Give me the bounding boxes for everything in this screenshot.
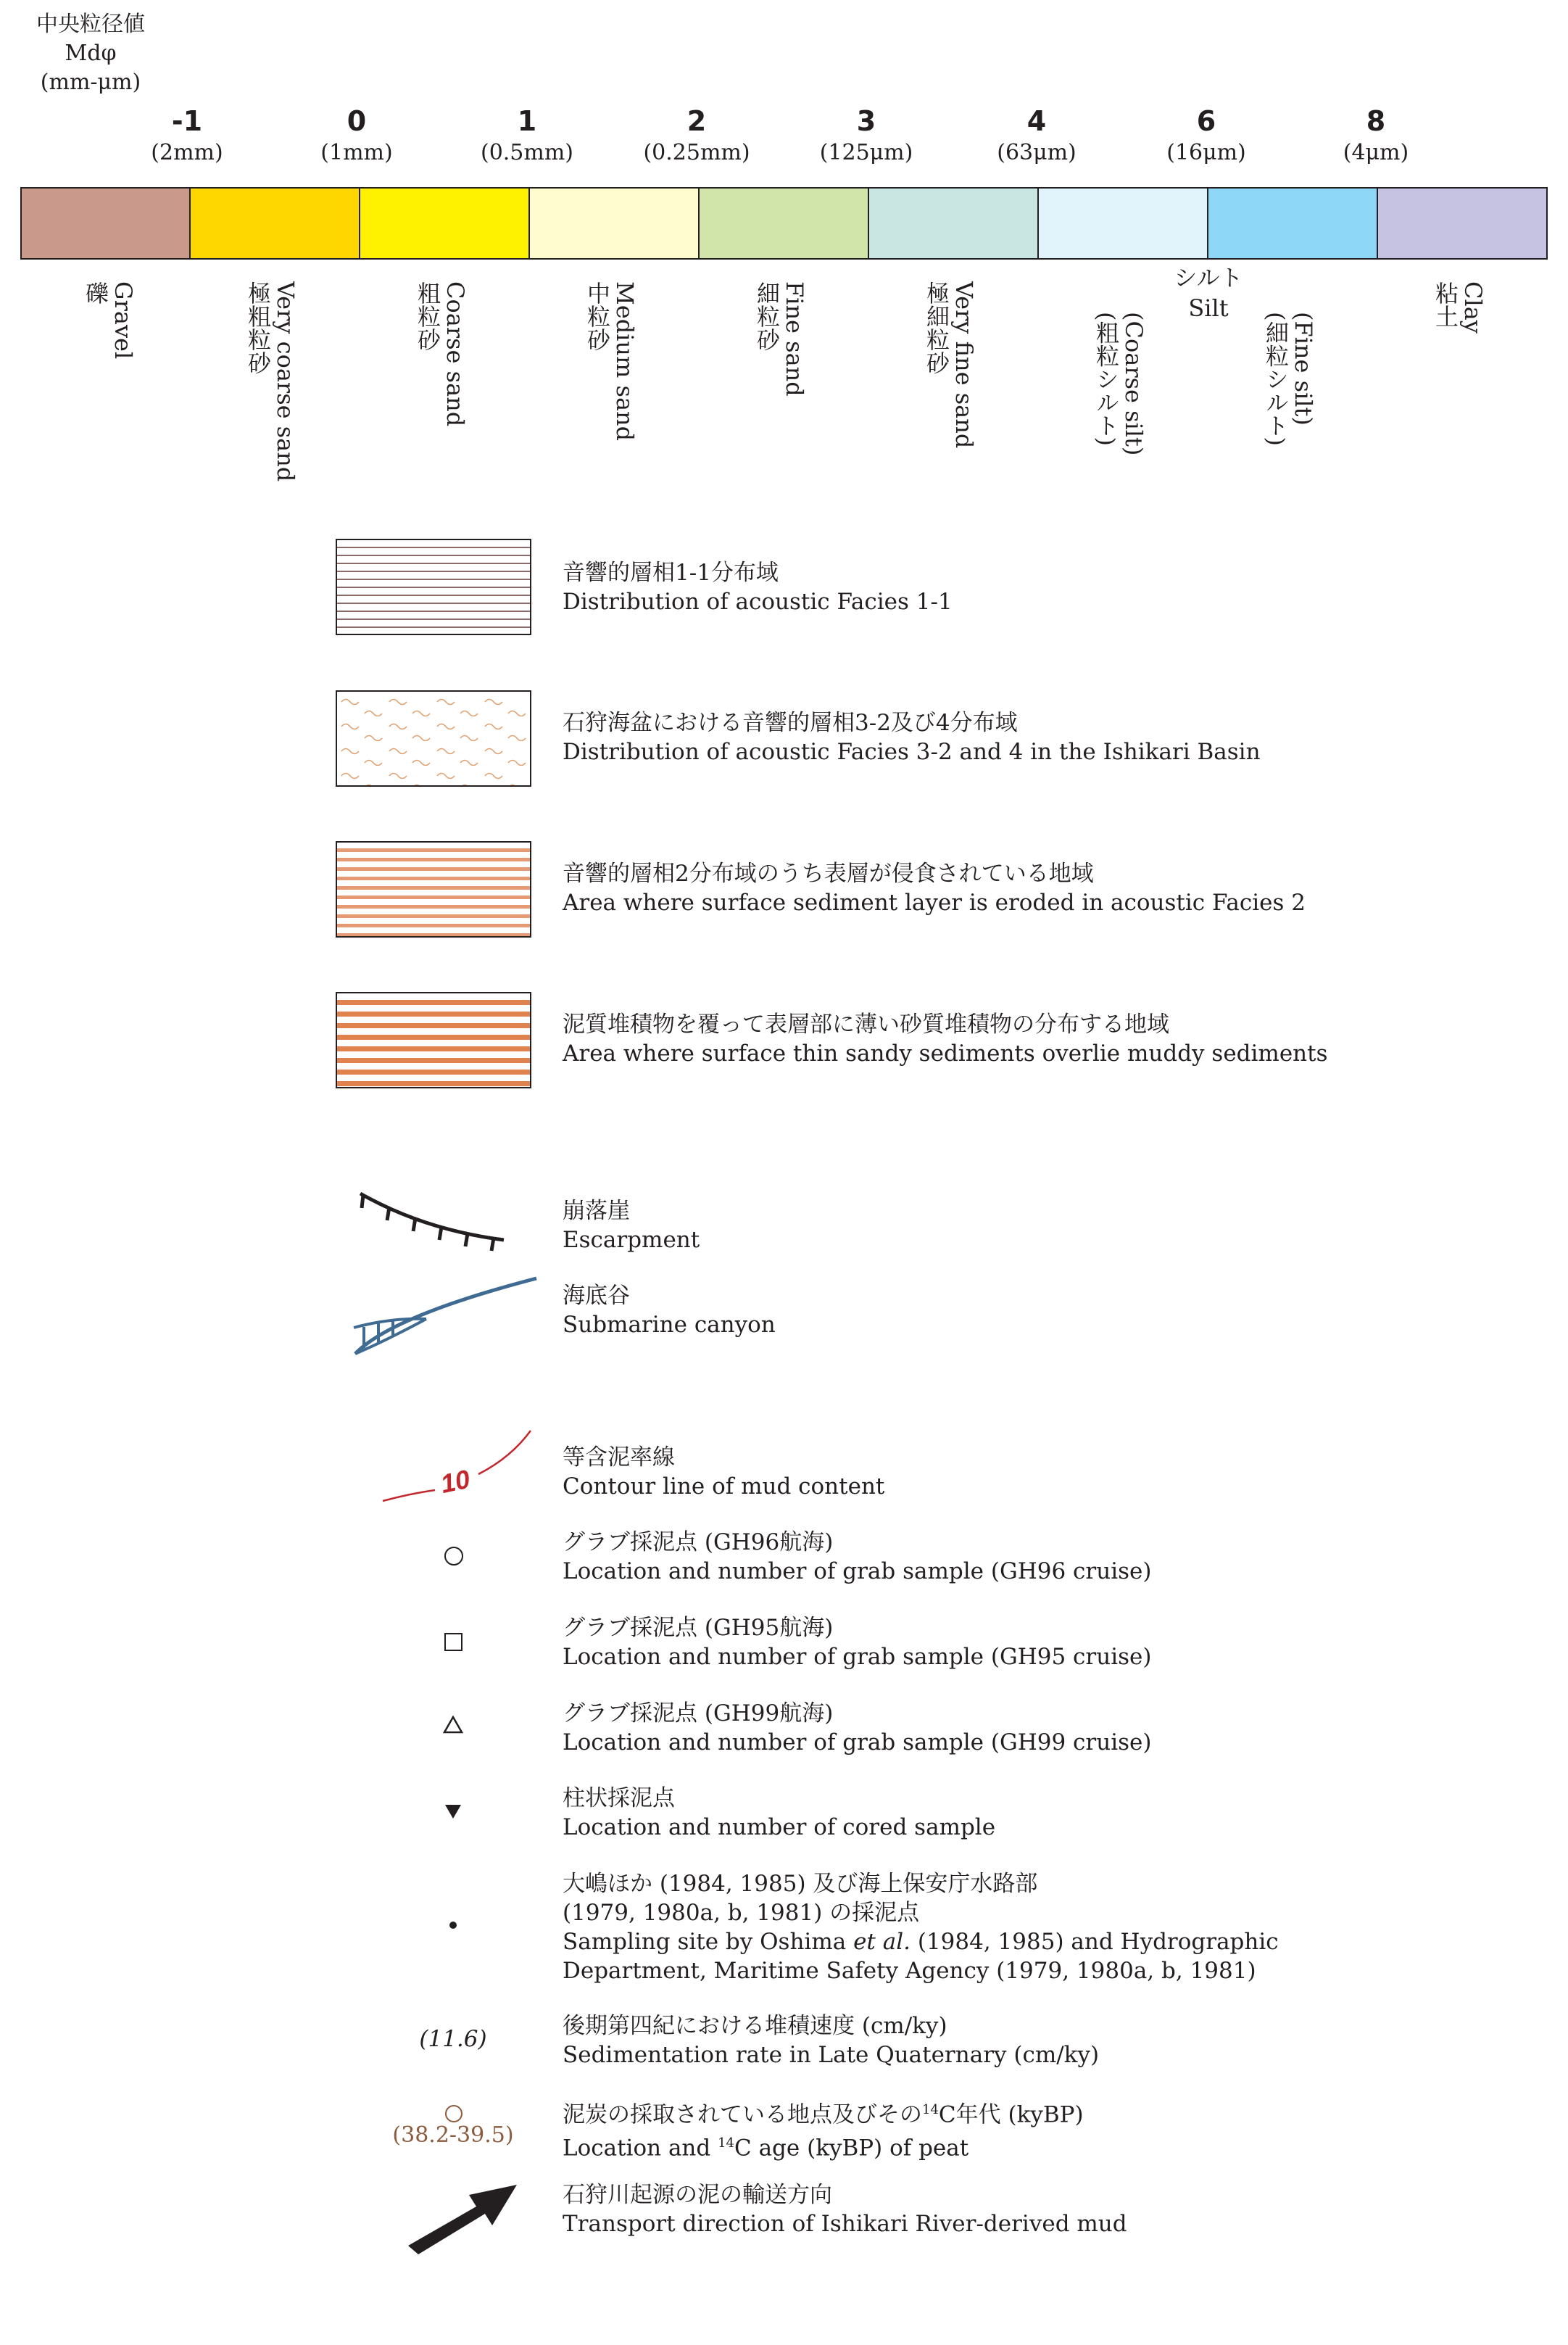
sedimentation-rate-en: Sedimentation rate in Late Quaternary (cm/ky)	[563, 2042, 1100, 2068]
band-label-ja: (粗粒シルト)	[1092, 312, 1120, 446]
transport-arrow-icon	[402, 2179, 526, 2259]
silt-en: Silt	[1188, 294, 1229, 322]
band-label-very-coarse-sand	[241, 281, 299, 499]
gh99-ja: グラブ採泥点 (GH99航海)	[563, 1700, 834, 1726]
header-ja: 中央粒径値	[36, 12, 145, 37]
band-label-en: Fine sand	[781, 281, 808, 397]
band-label-en: Coarse sand	[441, 281, 469, 427]
peat-age-sample: (38.2-39.5)	[392, 2122, 514, 2148]
escarpment-icon	[352, 1180, 515, 1260]
gh99-text	[563, 1699, 1151, 1757]
band-label-en: Gravel	[109, 281, 137, 360]
band-label-en: (Fine silt)	[1290, 312, 1317, 426]
band-label-gravel	[78, 281, 136, 499]
band-label-medium-sand	[580, 281, 638, 499]
band-label-ja: (細粒シルト)	[1262, 312, 1290, 446]
oshima-en-1c: (1984, 1985) and Hydrographic	[910, 1929, 1279, 1955]
size-label: (2mm)	[151, 140, 223, 165]
oshima-text	[563, 1869, 1279, 1985]
circle-icon	[444, 1547, 463, 1566]
phi-label: -1	[171, 105, 203, 137]
band-label-clay	[1428, 281, 1486, 499]
peat-text	[563, 2096, 1084, 2163]
peat-en	[563, 2129, 1084, 2162]
oshima-en-1	[563, 1927, 1279, 1956]
gh95-ja: グラブ採泥点 (GH95航海)	[563, 1615, 834, 1641]
size-label: (125μm)	[819, 140, 913, 165]
submarine-canyon-icon	[348, 1273, 551, 1367]
submarine-canyon-text	[563, 1281, 776, 1339]
oshima-en-1a: Sampling site by Oshima	[563, 1929, 854, 1955]
band-label-fine-sand	[750, 281, 808, 499]
facies-1-1-en: Distribution of acoustic Facies 1-1	[563, 589, 953, 615]
size-label: (63μm)	[997, 140, 1077, 165]
phi-label: 6	[1196, 105, 1216, 137]
gh99-en: Location and number of grab sample (GH99 cruise)	[563, 1729, 1152, 1755]
facies-2-text	[563, 859, 1306, 917]
gh96-ja: グラブ採泥点 (GH96航海)	[563, 1529, 834, 1555]
cored-text	[563, 1784, 995, 1842]
band-label-ja: 粗粒砂	[414, 281, 441, 351]
facies-3-2-4-swatch	[336, 690, 531, 787]
size-label: (1mm)	[320, 140, 393, 165]
band-label-ja: 中粒砂	[584, 281, 611, 351]
size-label: (16μm)	[1166, 140, 1246, 165]
sedimentation-rate-sample: (11.6)	[419, 2026, 487, 2052]
filled-triangle-icon	[444, 1803, 462, 1820]
facies-2-ja: 音響的層相2分布域のうち表層が侵食されている地域	[563, 861, 1094, 887]
transport-ja: 石狩川起源の泥の輸送方向	[563, 2182, 832, 2208]
escarpment-ja: 崩落崖	[563, 1198, 630, 1224]
peat-ja-a: 泥炭の採取されている地点及びその	[563, 2101, 922, 2128]
sedimentation-rate-text	[563, 2011, 1099, 2069]
gh95-text	[563, 1613, 1151, 1671]
size-label: (0.5mm)	[480, 140, 573, 165]
scale-header	[14, 10, 167, 97]
peat-en-a: Location and	[563, 2135, 718, 2162]
band-label-en: Very coarse sand	[272, 281, 299, 482]
facies-3-2-4-en: Distribution of acoustic Facies 3-2 and 4 in the Ishikari Basin	[563, 739, 1261, 765]
facies-3-2-4-ja: 石狩海盆における音響的層相3-2及び4分布域	[563, 710, 1018, 736]
peat-ja-b: C年代 (kyBP)	[938, 2101, 1084, 2128]
transport-en: Transport direction of Ishikari River-derived mud	[563, 2211, 1127, 2237]
facies-1-1-ja: 音響的層相1-1分布域	[563, 560, 779, 586]
facies-3-2-4-text	[563, 708, 1261, 766]
band-label-ja: 細粒砂	[753, 281, 781, 351]
peat-en-b: C age (kyBP) of peat	[734, 2135, 969, 2162]
band-label-ja: 極細粒砂	[923, 281, 950, 374]
facies-2-en: Area where surface sediment layer is eroded in acoustic Facies 2	[563, 890, 1306, 916]
sedimentation-rate-ja: 後期第四紀における堆積速度 (cm/ky)	[563, 2013, 947, 2039]
contour-value: 10	[438, 1463, 473, 1500]
facies-2-swatch	[336, 841, 531, 938]
facies-1-1-swatch	[336, 539, 531, 635]
peat-circle-icon	[445, 2105, 462, 2122]
phi-label: 2	[686, 105, 707, 137]
thin-sand-swatch	[336, 992, 531, 1088]
peat-ja-sup: 14	[922, 2102, 939, 2117]
submarine-canyon-en: Submarine canyon	[563, 1312, 776, 1338]
band-label-ja: 極粗粒砂	[244, 281, 272, 374]
thin-sand-en: Area where surface thin sandy sediments overlie muddy sediments	[563, 1041, 1328, 1067]
header-units: (mm-μm)	[40, 70, 141, 95]
phi-label: 4	[1026, 105, 1047, 137]
oshima-en-2: Department, Maritime Safety Agency (1979, 1980a, b, 1981)	[563, 1958, 1256, 1984]
band-label-en: Very fine sand	[950, 281, 978, 449]
band-label-very-fine-sand	[919, 281, 977, 499]
oshima-ja-1: 大嶋ほか (1984, 1985) 及び海上保安庁水路部	[563, 1871, 1038, 1897]
phi-label: 0	[347, 105, 367, 137]
silt-ja: シルト	[1174, 264, 1243, 291]
oshima-ja-2: (1979, 1980a, b, 1981) の採泥点	[563, 1900, 920, 1926]
band-label-ja: 礫	[82, 281, 109, 305]
band-label-coarse-sand	[410, 281, 468, 499]
band-label-en: (Coarse silt)	[1120, 312, 1148, 456]
contour-ja: 等含泥率線	[563, 1444, 675, 1471]
facies-1-1-text	[563, 558, 953, 616]
submarine-canyon-ja: 海底谷	[563, 1283, 630, 1309]
band-label-fine-silt	[1258, 312, 1316, 529]
peat-ja	[563, 2096, 1084, 2129]
contour-text	[563, 1443, 884, 1501]
band-label-coarse-silt	[1089, 312, 1147, 529]
phi-label: 3	[856, 105, 876, 137]
escarpment-en: Escarpment	[563, 1227, 700, 1253]
contour-en: Contour line of mud content	[563, 1473, 885, 1500]
grain-size-bar-frame	[20, 187, 1548, 260]
phi-label: 8	[1366, 105, 1386, 137]
oshima-en-etal: et al.	[853, 1929, 910, 1955]
triangle-icon	[442, 1715, 464, 1735]
cored-en: Location and number of cored sample	[563, 1814, 996, 1840]
escarpment-text	[563, 1196, 700, 1254]
gh96-text	[563, 1528, 1151, 1586]
phi-label: 1	[517, 105, 537, 137]
cored-ja: 柱状採泥点	[563, 1785, 675, 1811]
wave-pattern	[337, 692, 530, 785]
thin-sand-ja: 泥質堆積物を覆って表層部に薄い砂質堆積物の分布する地域	[563, 1012, 1169, 1038]
thin-sand-text	[563, 1010, 1328, 1068]
gh95-en: Location and number of grab sample (GH95 cruise)	[563, 1644, 1152, 1670]
gh96-en: Location and number of grab sample (GH96 cruise)	[563, 1558, 1152, 1584]
band-label-en: Clay	[1459, 281, 1487, 334]
size-label: (0.25mm)	[643, 140, 750, 165]
band-label-en: Medium sand	[611, 281, 639, 442]
header-md-phi: Mdφ	[65, 41, 117, 66]
contour-line-icon	[377, 1425, 536, 1508]
band-label-ja: 粘土	[1432, 281, 1459, 328]
dot-icon	[449, 1922, 457, 1929]
peat-en-sup: 14	[718, 2135, 734, 2151]
square-icon	[444, 1633, 462, 1651]
size-label: (4μm)	[1343, 140, 1409, 165]
transport-text	[563, 2180, 1127, 2238]
